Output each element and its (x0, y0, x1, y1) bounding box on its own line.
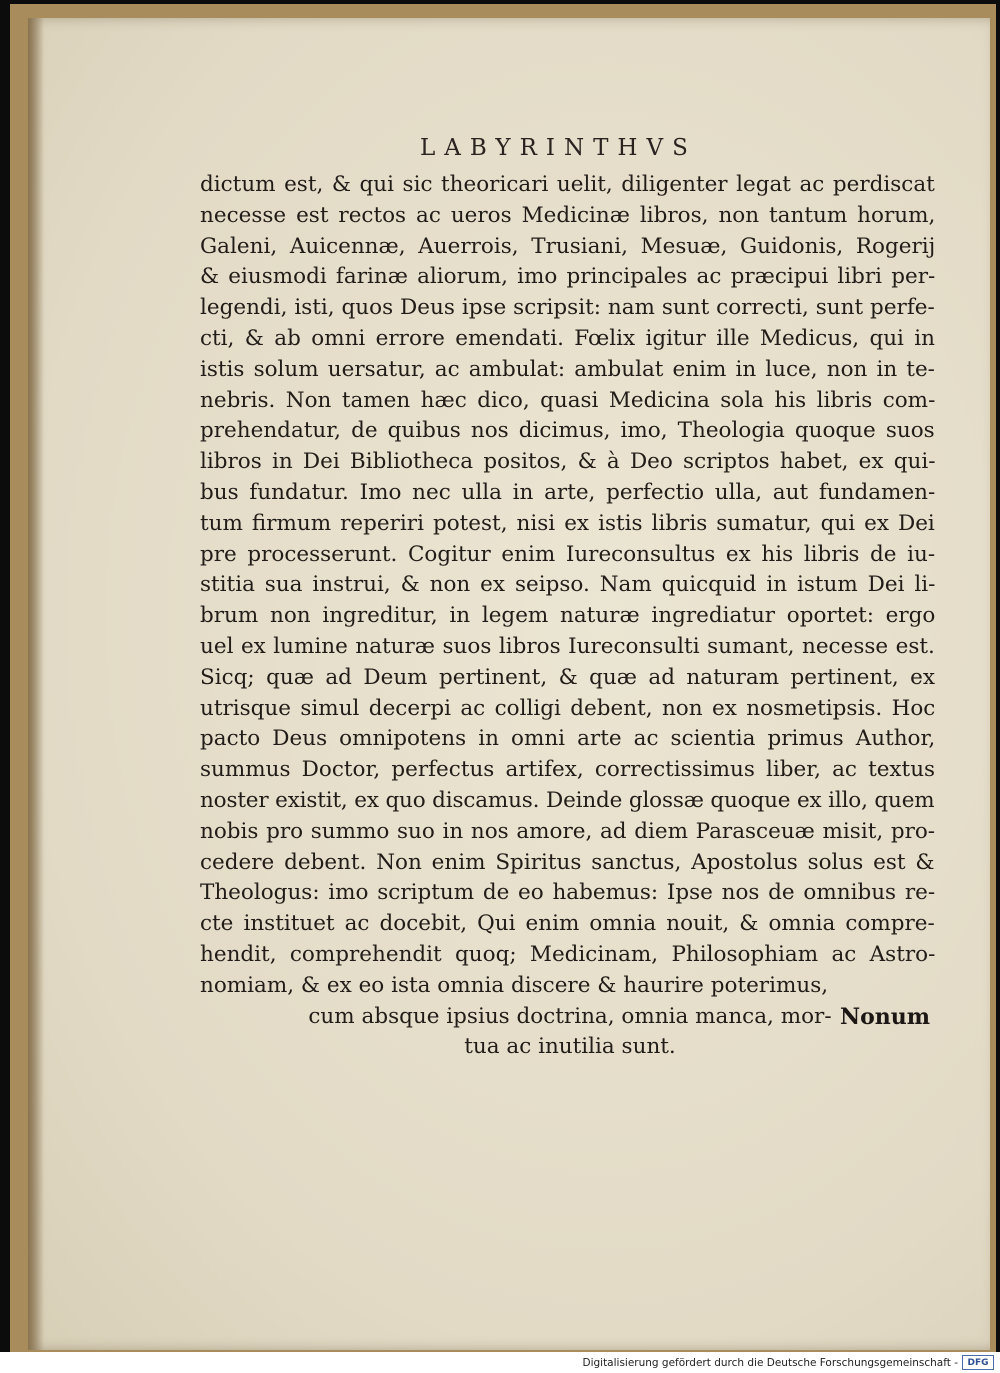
text-line: nobis pro summo suo in nos amore, ad diem Parasceuæ misit, pro- (200, 818, 936, 844)
text-line: libros in Dei Bibliotheca positos, & à Deo scriptos habet, ex qui- (200, 449, 936, 475)
text-line: pacto Deus omnipotens in omni arte ac scientia primus Author, (200, 726, 936, 752)
text-line: pre processerunt. Cogitur enim Iureconsultus ex his libris de iu- (200, 541, 936, 567)
spine-shadow (28, 18, 44, 1350)
closing-lines (200, 1002, 940, 1064)
closing-line: cum absque ipsius doctrina, omnia manca, mor- (308, 1003, 832, 1029)
text-line: uel ex lumine naturæ suos libros Iureconsulti sumant, necesse est. (200, 633, 935, 659)
closing-line: tua ac inutilia sunt. (464, 1034, 676, 1060)
text-line: prehendatur, de quibus nos dicimus, imo, Theologia quoque suos (200, 418, 935, 444)
text-line: tum firmum reperiri potest, nisi ex istis libris sumatur, qui ex Dei (200, 510, 935, 536)
text-line: cedere debent. Non enim Spiritus sanctus, Apostolus solus est & (200, 849, 935, 875)
text-line: summus Doctor, perfectus artifex, correctissimus liber, ac textus (200, 757, 936, 783)
text-line: bus fundatur. Imo nec ulla in arte, perfectio ulla, aut fundamen- (200, 479, 936, 505)
body-text (200, 170, 940, 1063)
text-line: cte instituet ac docebit, Qui enim omnia nouit, & omnia compre- (200, 911, 935, 937)
text-line: & eiusmodi farinæ aliorum, imo principales ac præcipui libri per- (200, 264, 936, 290)
text-line: cti, & ab omni errore emendati. Fœlix igitur ille Medicus, qui in (200, 325, 936, 351)
text-line: utrisque simul decerpi ac colligi debent, non ex nosmetipsis. Hoc (200, 695, 936, 721)
text-line: brum non ingreditur, in legem naturæ ingrediatur oportet: ergo (200, 603, 936, 629)
running-head: LABYRINTHVS (420, 135, 697, 161)
text-line: Sicq; quæ ad Deum pertinent, & quæ ad naturam pertinent, ex (200, 664, 935, 690)
digitization-footer (0, 1352, 1000, 1373)
text-line: dictum est, & qui sic theoricari uelit, diligenter legat ac perdiscat (200, 172, 935, 197)
footer-credit: Digitalisierung gefördert durch die Deutsche Forschungsgemeinschaft - (582, 1356, 958, 1369)
text-line: nomiam, & ex eo ista omnia discere & haurire poterimus, (200, 972, 829, 998)
text-line: hendit, comprehendit quoq; Medicinam, Philosophiam ac Astro- (200, 941, 936, 967)
text-line: noster existit, ex quo discamus. Deinde glossæ quoque ex illo, quem (200, 787, 935, 813)
text-line: stitia sua instrui, & non ex seipso. Nam quicquid in istum Dei li- (200, 572, 936, 598)
text-line: necesse est rectos ac ueros Medicinæ libros, non tantum horum, (200, 202, 936, 228)
text-line: Galeni, Auicennæ, Auerrois, Trusiani, Mesuæ, Guidonis, Rogerij (200, 233, 936, 259)
text-line: Theologus: imo scriptum de eo habemus: Ipse nos de omnibus re- (200, 880, 936, 906)
dfg-logo-icon: DFG (962, 1355, 994, 1370)
body-lines (200, 170, 940, 1002)
text-line: istis solum uersatur, ac ambulat: ambulat enim in luce, non in te- (200, 356, 935, 382)
catchword: Nonum (840, 1004, 931, 1030)
text-line: nebris. Non tamen hæc dico, quasi Medicina sola his libris com- (200, 387, 936, 413)
text-line: legendi, isti, quos Deus ipse scripsit: nam sunt correcti, sunt perfe- (200, 295, 935, 321)
